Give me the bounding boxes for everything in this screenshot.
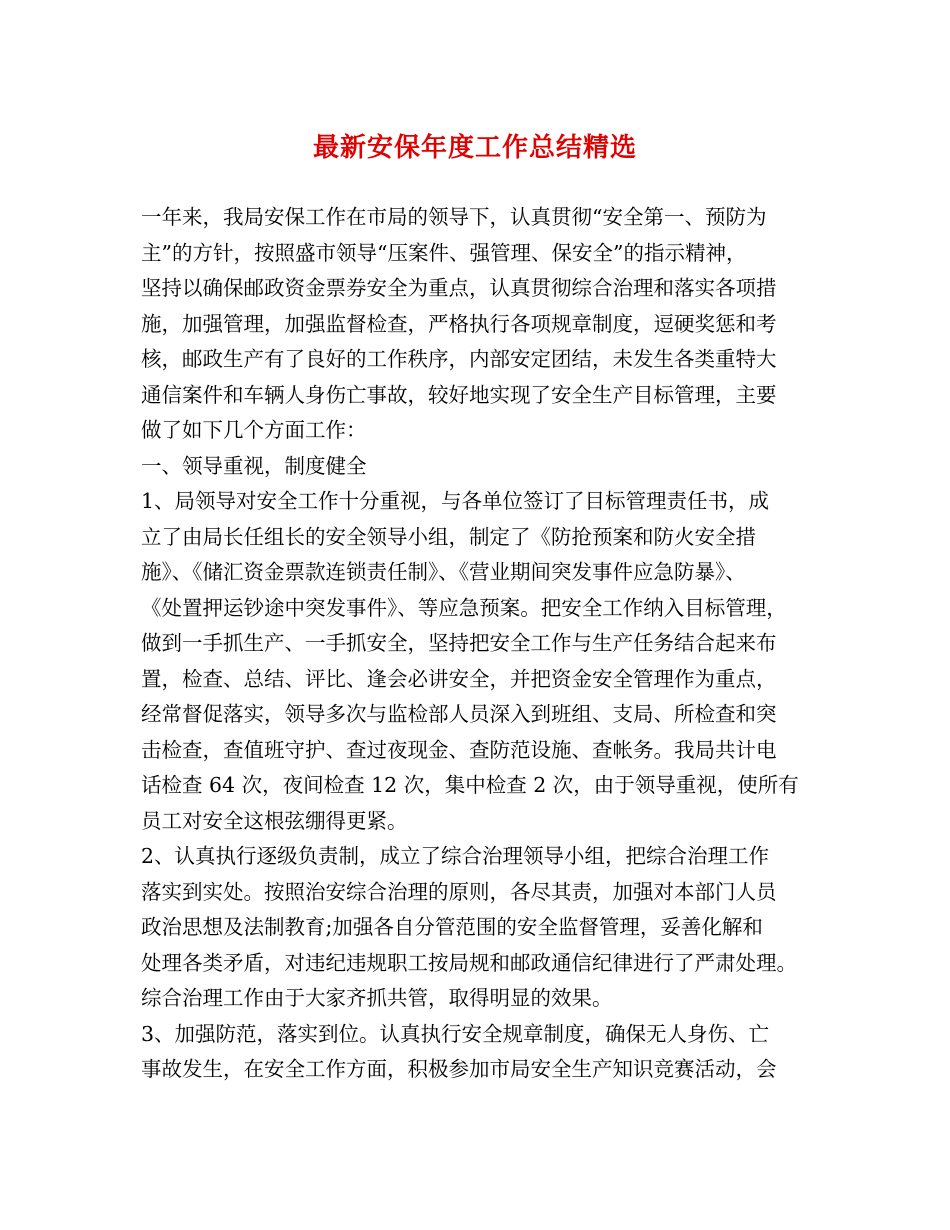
body-line: 坚持以确保邮政资金票券安全为重点，认真贯彻综合治理和落实各项措 (141, 276, 777, 300)
body-line: 做到一手抓生产、一手抓安全，坚持把安全工作与生产任务结合起来布 (141, 631, 777, 655)
body-line: 一年来，我局安保工作在市局的领导下，认真贯彻“安全第一、预防为 (141, 205, 767, 229)
body-line: 施，加强管理，加强监督检查，严格执行各项规章制度，逗硬奖惩和考 (141, 311, 777, 336)
body-line: 事故发生，在安全工作方面，积极参加市局安全生产知识竞赛活动，会 (141, 1057, 777, 1081)
body-line: 落实到实处。按照治安综合治理的原则，各尽其责，加强对本部门人员 (141, 879, 777, 904)
body-line: 立了由局长任组长的安全领导小组，制定了《防抢预案和防火安全措 (141, 524, 756, 549)
document-title: 最新安保年度工作总结精选 (312, 133, 637, 163)
body-line: 1、局领导对安全工作十分重视，与各单位签订了目标管理责任书，成 (141, 489, 770, 513)
body-line: 置，检查、总结、评比、逢会必讲安全，并把资金安全管理作为重点， (141, 666, 777, 691)
body-line: 做了如下几个方面工作： (141, 418, 367, 442)
body-line: 击检查，查值班守护、查过夜现金、查防范设施、查帐务。我局共计电 (141, 737, 777, 762)
body-line: 话检查 64 次，夜间检查 12 次，集中检查 2 次，由于领导重视，使所有 (141, 773, 799, 797)
body-line: 处理各类矛盾，对违纪违规职工按局规和邮政通信纪律进行了严肃处理。 (141, 950, 797, 975)
document-body (141, 200, 831, 1088)
body-line: 《处置押运钞途中突发事件》、等应急预案。把安全工作纳入目标管理， (141, 595, 787, 620)
body-line: 施》、《储汇资金票款连锁责任制》、《营业期间突发事件应急防暴》、 (141, 560, 746, 584)
section-heading: 一、领导重视，制度健全 (141, 453, 367, 478)
body-line: 主”的方针，按照盛市领导“压案件、强管理、保安全”的指示精神， (141, 240, 747, 265)
body-line: 3、加强防范，落实到位。认真执行安全规章制度，确保无人身伤、亡 (141, 1021, 770, 1046)
body-line: 2、认真执行逐级负责制，成立了综合治理领导小组，把综合治理工作 (141, 844, 770, 868)
body-line: 政治思想及法制教育;加强各自分管范围的安全监督管理，妥善化解和 (141, 915, 763, 939)
body-line: 通信案件和车辆人身伤亡事故，较好地实现了安全生产目标管理，主要 (141, 382, 777, 407)
body-line: 核，邮政生产有了良好的工作秩序，内部安定团结，未发生各类重特大 (141, 347, 777, 371)
body-line: 综合治理工作由于大家齐抓共管，取得明显的效果。 (141, 986, 613, 1010)
body-line: 经常督促落实，领导多次与监检部人员深入到班组、支局、所检查和突 (141, 702, 777, 726)
body-line: 员工对安全这根弦绷得更紧。 (141, 808, 408, 833)
